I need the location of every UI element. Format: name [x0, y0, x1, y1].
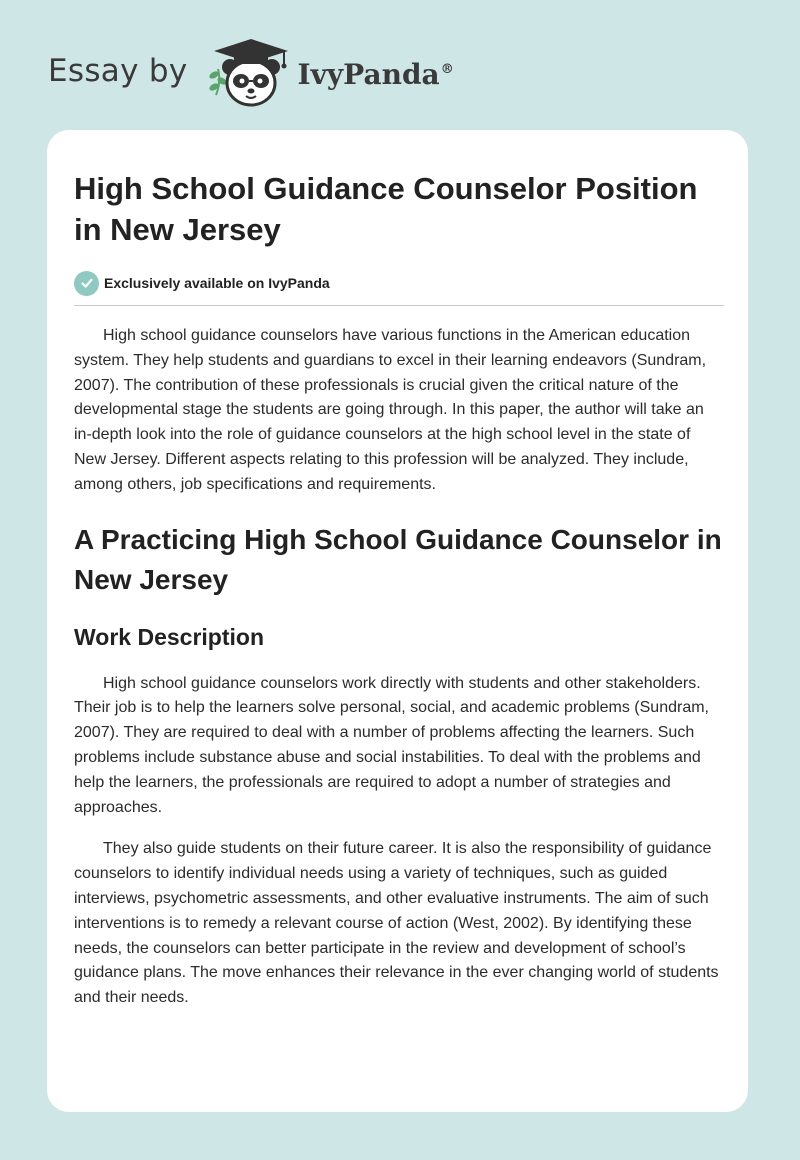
body-paragraph: They also guide students on their future career. It is also the responsibility of guidance counselors to identify individual needs using a variety of techniques, such as guided interviews, psychometric assessments, and other evaluative instruments. The aim of such interventions is to remedy a relevant course of action (West, 2002). By identifying these needs, the counselors can better participate in the review and development of school’s guidance plans. The move enhances their relevance in the ever changing world of students and their needs. [74, 840, 719, 1007]
essay-content [74, 168, 724, 1011]
registered-mark: ® [440, 62, 454, 78]
panda-graduation-cap-icon[interactable] [206, 37, 290, 109]
essay-by-label: Essay by [48, 53, 188, 89]
subsection-heading: Work Description [74, 623, 264, 650]
exclusive-badge [74, 270, 724, 296]
exclusive-label: Exclusively available on IvyPanda [104, 275, 330, 291]
section-heading: A Practicing High School Guidance Counselor in New Jersey [74, 523, 722, 595]
divider [74, 305, 724, 306]
site-header [48, 36, 454, 110]
page-title: High School Guidance Counselor Position in New Jersey [74, 171, 698, 247]
essay-card [47, 130, 748, 1112]
intro-paragraph: High school guidance counselors have various functions in the American education system. They help students and guardians to excel in their learning endeavors (Sundram, 2007). The contribution of these professionals is crucial given the critical nature of the developmental stage the students are going through. In this paper, the author will take an in-depth look into the role of guidance counselors at the high school level in the state of New Jersey. Different aspects relating to this profession will be analyzed. They include, among others, job specifications and requirements. [74, 327, 707, 493]
check-icon [74, 271, 99, 296]
body-paragraph: High school guidance counselors work directly with students and other stakeholders. Their job is to help the learners solve personal, social, and academic problems (Sundram, 2007). They are required to deal with a number of problems affecting the learners. Such problems include substance abuse and social instabilities. To deal with the problems and help the learners, the professionals are required to adopt a number of strategies and approaches. [74, 674, 709, 816]
brand-name[interactable]: IvyPanda® [297, 57, 454, 91]
